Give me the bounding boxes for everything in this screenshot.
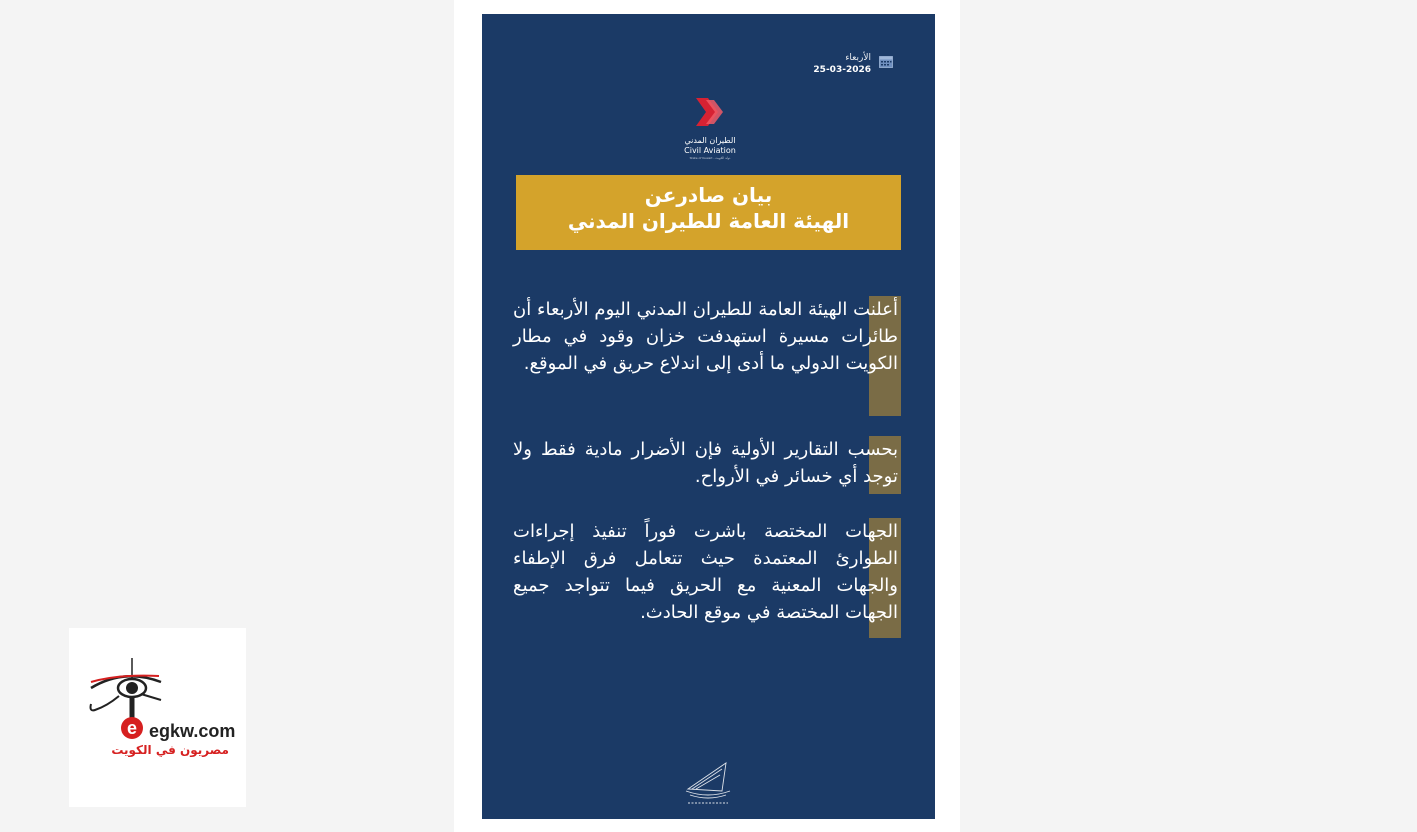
paragraph-3 — [513, 518, 901, 638]
paragraph-text: بحسب التقارير الأولية فإن الأضرار مادية فقط ولا توجد أي خسائر في الأرواح. — [513, 439, 898, 487]
logo-name-english: Civil Aviation — [684, 146, 736, 155]
civil-aviation-logo — [680, 96, 740, 160]
statement-banner — [516, 175, 901, 250]
date-block — [813, 52, 893, 76]
logo-name-arabic: الطيران المدني — [684, 136, 736, 145]
egkw-tagline-text: مصريون في الكويت — [111, 743, 229, 757]
date-value: 25-03-2026 — [813, 65, 871, 75]
banner-title-line2: الهيئة العامة للطيران المدني — [567, 209, 850, 233]
egkw-watermark-logo — [69, 628, 246, 807]
egkw-logo-graphic — [69, 628, 246, 807]
date-day: الأربعاء — [845, 53, 871, 63]
logo-subtitle: State of Kuwait - دولة الكويت — [689, 156, 731, 160]
paragraph-1 — [513, 296, 901, 416]
svg-text:e: e — [126, 718, 138, 738]
banner-title-line1: بيان صادرعن — [644, 183, 773, 207]
paragraph-2 — [513, 436, 901, 494]
calendar-icon — [879, 55, 893, 68]
paragraph-text: أعلنت الهيئة العامة للطيران المدني اليوم الأربعاء أن طائرات مسيرة استهدفت خزان وقود في مطار الكويت الدولي ما أدى إلى اندلاع حريق في الموقع. — [513, 299, 898, 374]
chevron-logo-icon — [692, 96, 728, 130]
egkw-site-text: egkw.com — [149, 721, 236, 741]
announcement-poster — [482, 14, 935, 819]
paragraph-text: الجهات المختصة باشرت فوراً تنفيذ إجراءات الطوارئ المعتمدة حيث تتعامل فرق الإطفاء والجهات المعنية مع الحريق فيما تتواجد جميع الجهات المختصة في موقع الحادث. — [513, 521, 898, 623]
footer-ship-emblem-icon — [682, 759, 734, 807]
